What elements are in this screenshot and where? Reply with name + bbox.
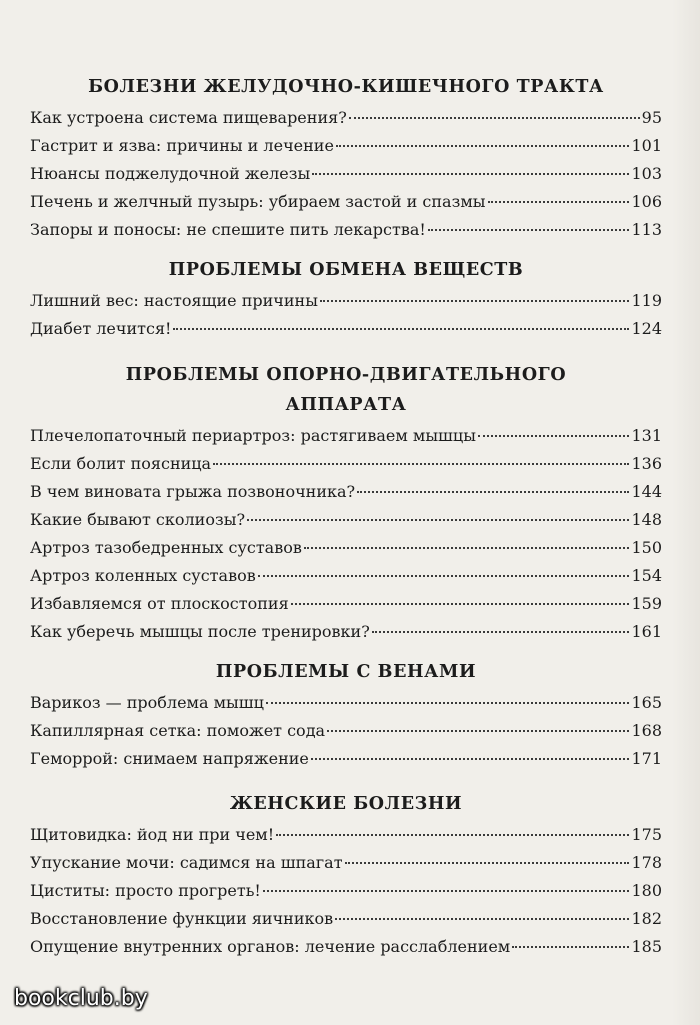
toc-entry[interactable] — [30, 534, 662, 562]
entry-page: 154 — [631, 566, 662, 585]
toc-entry[interactable] — [30, 422, 662, 450]
entry-page: 119 — [631, 291, 662, 310]
entry-page: 136 — [631, 454, 662, 473]
entry-page: 144 — [631, 482, 662, 501]
dot-leader — [349, 117, 640, 119]
entry-page: 171 — [631, 749, 662, 768]
dot-leader — [247, 519, 629, 521]
entry-title: Восстановление функции яичников — [30, 909, 334, 928]
toc-entry[interactable] — [30, 132, 662, 160]
dot-leader — [428, 229, 630, 231]
entry-title: Какие бывают сколиозы? — [30, 510, 246, 529]
entry-page: 175 — [631, 825, 662, 844]
entry-page: 185 — [631, 937, 662, 956]
toc-entry[interactable] — [30, 188, 662, 216]
entry-title: Щитовидка: йод ни при чем! — [30, 825, 275, 844]
dot-leader — [213, 463, 629, 465]
dot-leader — [291, 603, 630, 605]
entry-page: 106 — [631, 192, 662, 211]
toc-entry[interactable] — [30, 216, 662, 244]
entry-title: Опущение внутренних органов: лечение расслаблением — [30, 937, 511, 956]
entry-title: Диабет лечится! — [30, 319, 172, 338]
entry-title: Печень и желчный пузырь: убираем застой и спазмы — [30, 192, 486, 211]
toc-entry[interactable] — [30, 287, 662, 315]
toc-entry[interactable] — [30, 160, 662, 188]
toc-section-musculoskeletal — [30, 363, 662, 646]
entry-page: 165 — [631, 693, 662, 712]
section-heading: ПРОБЛЕМЫ С ВЕНАМИ — [215, 662, 477, 682]
toc-section-metabolism — [30, 258, 662, 343]
entry-title: Нюансы поджелудочной железы — [30, 164, 311, 183]
entry-page: 131 — [631, 426, 662, 445]
toc-entry[interactable] — [30, 478, 662, 506]
entry-title: Как устроена система пищеварения? — [30, 108, 347, 127]
toc-entry[interactable] — [30, 717, 662, 745]
entry-title: Гастрит и язва: причины и лечение — [30, 136, 334, 155]
toc-entry[interactable] — [30, 506, 662, 534]
toc-entry[interactable] — [30, 933, 662, 961]
entry-title: Упускание мочи: садимся на шпагат — [30, 853, 343, 872]
watermark: bookclub.by — [14, 986, 148, 1011]
page-edge-shadow — [672, 0, 700, 1025]
toc-entry[interactable] — [30, 745, 662, 773]
entry-title: Циститы: просто прогреть! — [30, 881, 261, 900]
toc-entry[interactable] — [30, 877, 662, 905]
dot-leader — [312, 173, 629, 175]
dot-leader — [357, 491, 629, 493]
entry-title: Варикоз — проблема мышц — [30, 693, 264, 712]
toc-entry[interactable] — [30, 562, 662, 590]
dot-leader — [512, 946, 629, 948]
toc-section-womens — [30, 792, 662, 961]
dot-leader — [320, 300, 630, 302]
dot-leader — [304, 547, 630, 549]
toc-entry[interactable] — [30, 104, 662, 132]
entry-page: 178 — [631, 853, 662, 872]
entry-title: Лишний вес: настоящие причины — [30, 291, 318, 310]
entry-title: Запоры и поносы: не спешите пить лекарства! — [30, 220, 426, 239]
entry-page: 159 — [631, 594, 662, 613]
entry-page: 182 — [631, 909, 662, 928]
entry-page: 161 — [631, 622, 662, 641]
toc-entry[interactable] — [30, 849, 662, 877]
toc-entry[interactable] — [30, 315, 662, 343]
dot-leader — [372, 631, 630, 633]
entry-title: Геморрой: снимаем напряжение — [30, 749, 309, 768]
dot-leader — [335, 918, 629, 920]
dot-leader — [311, 758, 630, 760]
section-heading: БОЛЕЗНИ ЖЕЛУДОЧНО-КИШЕЧНОГО ТРАКТА — [88, 77, 604, 97]
toc-entry[interactable] — [30, 450, 662, 478]
dot-leader — [266, 702, 630, 704]
entry-title: Артроз тазобедренных суставов — [30, 538, 302, 557]
entry-title: Капиллярная сетка: поможет сода — [30, 721, 326, 740]
entry-page: 101 — [631, 136, 662, 155]
entry-page: 168 — [631, 721, 662, 740]
entry-title: Если болит поясница — [30, 454, 212, 473]
dot-leader — [258, 575, 630, 577]
dot-leader — [336, 145, 630, 147]
dot-leader — [173, 328, 629, 330]
dot-leader — [478, 435, 630, 437]
toc-entry[interactable] — [30, 618, 662, 646]
section-heading: ЖЕНСКИЕ БОЛЕЗНИ — [229, 794, 463, 814]
entry-title: Артроз коленных суставов — [30, 566, 256, 585]
entry-page: 113 — [631, 220, 662, 239]
dot-leader — [327, 730, 629, 732]
entry-page: 103 — [631, 164, 662, 183]
section-heading-line-2: АППАРАТА — [285, 395, 407, 415]
dot-leader — [263, 890, 630, 892]
entry-page: 148 — [631, 510, 662, 529]
entry-title: В чем виновата грыжа позвоночника? — [30, 482, 356, 501]
entry-page: 95 — [641, 108, 662, 127]
entry-title: Плечелопаточный периартроз: растягиваем мышцы — [30, 426, 476, 445]
dot-leader — [345, 862, 630, 864]
toc-section-veins — [30, 660, 662, 773]
entry-page: 124 — [631, 319, 662, 338]
entry-title: Избавляемся от плоскостопия — [30, 594, 289, 613]
toc-entry[interactable] — [30, 821, 662, 849]
toc-entry[interactable] — [30, 689, 662, 717]
dot-leader — [276, 834, 629, 836]
toc-entry[interactable] — [30, 905, 662, 933]
section-heading: ПРОБЛЕМЫ ОПОРНО-ДВИГАТЕЛЬНОГО — [125, 365, 567, 385]
entry-page: 150 — [631, 538, 662, 557]
section-heading: ПРОБЛЕМЫ ОБМЕНА ВЕЩЕСТВ — [168, 260, 524, 280]
toc-section-digestive — [30, 75, 662, 244]
toc-entry[interactable] — [30, 590, 662, 618]
dot-leader — [488, 201, 630, 203]
entry-title: Как уберечь мышцы после тренировки? — [30, 622, 370, 641]
entry-page: 180 — [631, 881, 662, 900]
